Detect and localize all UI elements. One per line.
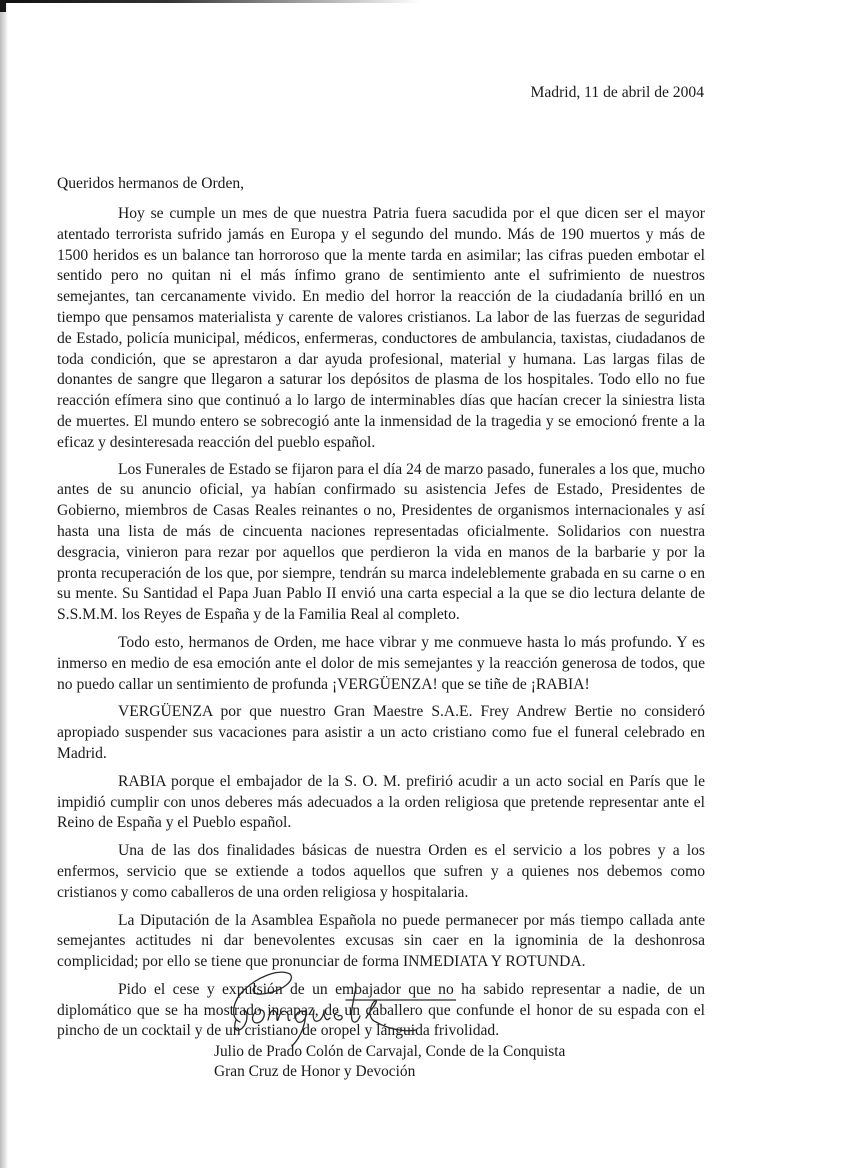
paragraph: Una de las dos finalidades básicas de nuestra Orden es el servicio a los pobres y a los enfermos, servicio que se extiende a todos aquellos que sufren y a quienes nos debemos como cristianos y como caballeros de una orden religiosa y hospitalaria. [57, 842, 705, 901]
scan-edge-left [0, 0, 8, 1168]
paragraph: Pido el cese y expulsión de un embajador que no ha sabido representar a nadie, de un diplomático que se ha mostrado incapaz, de un caballero que confunde el honor de su espada con el pincho de un cocktail y de un cristiano de oropel y lánguida frivolidad. [57, 980, 705, 1040]
scan-corner-mark [0, 0, 6, 12]
paragraph: Hoy se cumple un mes de que nuestra Patria fuera sacudida por el que dicen ser el mayor atentado terrorista sufrido jamás en Europa y el segundo del mundo. Más de 190 muertos y más de 1500 heridos es un balance tan horroroso que la mente tarda en asimilar; las cifras pueden embotar el sentido pero no quitan ni el más ínfimo grano de sentimiento ante el sufrimiento de nuestros semejantes, tan cercanamente vivido. En medio del horror la reacción de la ciudadanía brilló en un tiempo que pensamos materialista y carente de valores cristianos. La labor de las fuerzas de seguridad de Estado, policía municipal, médicos, enfermeras, conductores de ambulancia, taxistas, ciudadanos de toda condición, que se aprestaron a dar ayuda profesional, material y humana. Las largas filas de donantes de sangre que llegaron a saturar los depósitos de plasma de los hospitales. Todo ello no fue reacción efímera sino que continuó a lo largo de interminables días que hacían crecer la siniestra lista de muertes. El mundo entero se sobrecogió ante la inmensidad de la tragedia y se emocionó frente a la eficaz y desinteresada reacción del pueblo español. [57, 205, 705, 451]
paragraph: Todo esto, hermanos de Orden, me hace vibrar y me conmueve hasta lo más profundo. Y es inmerso en medio de esa emoción ante el dolor de mis semejantes y la reacción generosa de todos, que no puedo callar un sentimiento de profunda ¡VERGÜENZA! que se tiñe de ¡RABIA! [57, 633, 705, 693]
signer-block [214, 1042, 565, 1081]
scan-edge-top [0, 0, 420, 3]
paragraph: RABIA porque el embajador de la S. O. M. prefirió acudir a un acto social en París que le impidió cumplir con unos deberes más adecuados a la orden religiosa que pretende representar ante el Reino de España y el Pueblo español. [57, 772, 705, 832]
paragraph: Los Funerales de Estado se fijaron para el día 24 de marzo pasado, funerales a los que, mucho antes de su anuncio oficial, ya habían confirmado su asistencia Jefes de Estado, Presidentes de Gobierno, miembros de Casas Reales reinantes o no, Presidentes de organismos internacionales y así hasta una lista de más de cincuenta naciones representadas oficialmente. Solidarios con nuestra desgracia, vinieron para rezar por aquellos que perdieron la vida en manos de la barbarie y por la pronta recuperación de los que, por siempre, tendrán su marca indeleblemente grabada en su carne o en su mente. Su Santidad el Papa Juan Pablo II envió una carta especial a la que se dio lectura delante de S.S.M.M. los Reyes de España y de la Familia Real al completo. [57, 460, 705, 624]
signer-name: Julio de Prado Colón de Carvajal, Conde de la Conquista [214, 1043, 566, 1060]
salutation: Queridos hermanos de Orden, [57, 175, 245, 192]
paragraph: La Diputación de la Asamblea Española no puede permanecer por más tiempo callada ante semejantes actitudes ni dar benevolentes excusas sin caer en la ignominia de la deshonrosa complicidad; por ello se tiene que pronunciar de forma INMEDIATA Y ROTUNDA. [57, 911, 705, 971]
signer-title: Gran Cruz de Honor y Devoción [214, 1062, 416, 1080]
letter-body [57, 204, 705, 1049]
paragraph: VERGÜENZA por que nuestro Gran Maestre S.A.E. Frey Andrew Bertie no consideró apropiado suspender sus vacaciones para asistir a un acto cristiano como fue el funeral celebrado en Madrid. [57, 703, 705, 762]
handwritten-signature [226, 960, 456, 1048]
letter-date: Madrid, 11 de abril de 2004 [530, 84, 704, 101]
